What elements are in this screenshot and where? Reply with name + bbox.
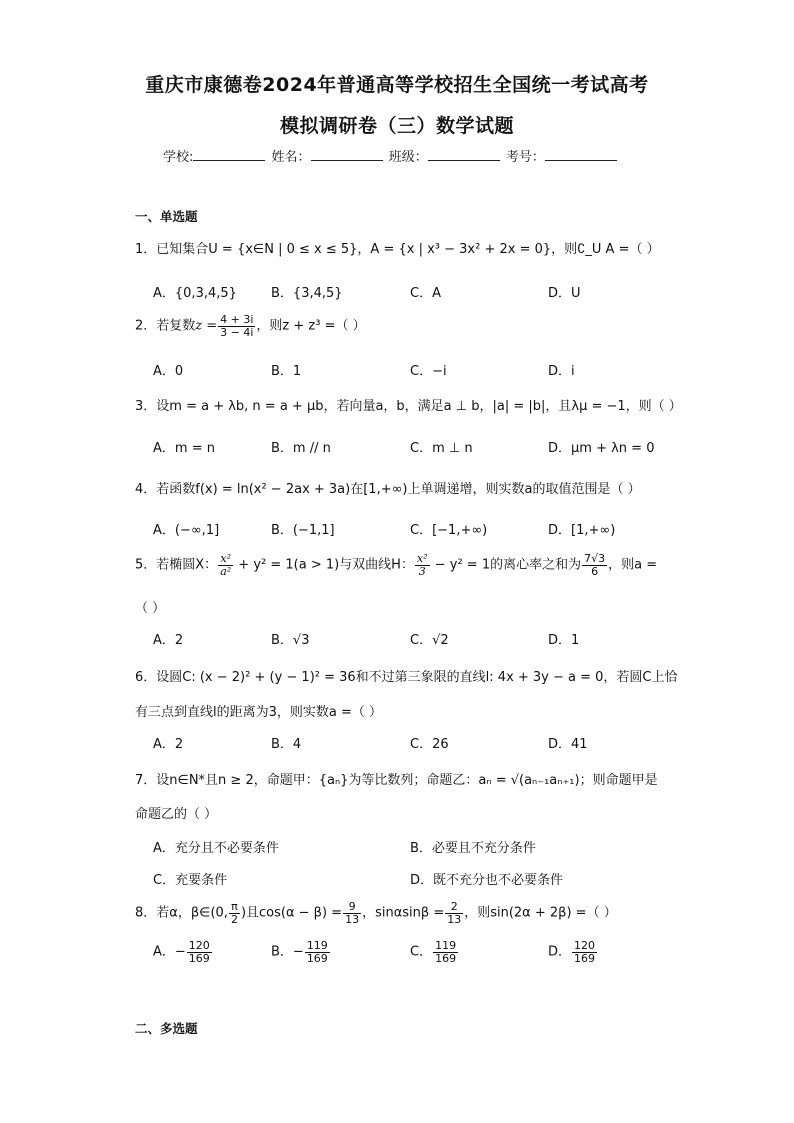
- question-7-line2: 命题乙的（ ）: [135, 807, 218, 822]
- q1-option-a: A．{0,3,4,5}: [153, 286, 237, 301]
- q5-stem-d: ，则a =: [608, 557, 658, 573]
- q7-option-d: D．既不充分也不必要条件: [410, 873, 564, 888]
- q8-pi-den: 2: [230, 912, 238, 926]
- q2-stem-pre: 2．若复数: [135, 318, 196, 334]
- school-label: 学校:: [163, 150, 194, 165]
- q8-b-sign: B．−: [271, 944, 304, 960]
- q2-option-a: A．0: [153, 364, 184, 379]
- question-6-line2: 有三点到直线l的距离为3，则实数a =（ ）: [135, 705, 383, 720]
- q7-option-c: C．充要条件: [153, 873, 228, 888]
- q7-option-a: A．充分且不必要条件: [153, 841, 279, 856]
- q8-a-sign: A．−: [153, 944, 186, 960]
- q2-fraction: [218, 314, 255, 338]
- q5-option-c: C．√2: [410, 633, 449, 648]
- q2-option-d: D．i: [548, 364, 575, 379]
- q8-b-num: 119: [306, 939, 328, 952]
- q8-f1-den: 13: [345, 912, 360, 926]
- q2-z: z =: [195, 318, 218, 334]
- question-5: [135, 553, 657, 577]
- q3-option-c: C．m ⊥ n: [410, 441, 473, 456]
- class-blank: [428, 148, 500, 161]
- class-label: 班级：: [388, 150, 428, 165]
- q8-c-num: 119: [435, 939, 457, 952]
- question-3: 3．设m = a + λb, n = a + μb，若向量a，b，满足a ⊥ b，|a| = |b|，且λμ = −1，则（ ）: [135, 399, 682, 414]
- q4-option-b: B．(−1,1]: [271, 523, 335, 538]
- q1-option-b: B．{3,4,5}: [271, 286, 343, 301]
- q4-option-a: A．(−∞,1]: [153, 523, 220, 538]
- q8-c-den: 169: [435, 951, 457, 965]
- q8-fraction-1: [343, 901, 361, 925]
- q8-a-num: 120: [188, 939, 210, 952]
- q8-pi-fraction: [229, 901, 240, 925]
- q8-pi-num: π: [229, 901, 240, 914]
- q8-option-d: [548, 940, 598, 964]
- q8-option-a: [153, 940, 213, 964]
- q5-f3-num: 7√3: [584, 552, 606, 565]
- q3-option-d: D．μm + λn = 0: [548, 441, 655, 456]
- q5-fraction-1: [218, 553, 233, 577]
- q3-option-a: A．m = n: [153, 441, 215, 456]
- q8-stem-a: 8．若α，β∈(0,: [135, 905, 228, 921]
- q8-f2-den: 13: [447, 912, 462, 926]
- q2-option-c: C．−i: [410, 364, 447, 379]
- q8-a-fraction: [187, 940, 212, 964]
- q6-option-c: C．26: [410, 737, 449, 752]
- q5-option-b: B．√3: [271, 633, 310, 648]
- q4-option-d: D．[1,+∞): [548, 523, 616, 538]
- q8-stem-c: ，sinαsinβ =: [362, 905, 445, 921]
- q5-f1-den: a²: [220, 564, 232, 578]
- q2-option-b: B．1: [271, 364, 302, 379]
- q1-option-c: C．A: [410, 286, 441, 301]
- q5-stem-b: + y² = 1(a > 1)与双曲线H：: [234, 557, 414, 573]
- exam-title-line1: 重庆市康德卷2024年普通高等学校招生全国统一考试高考: [145, 74, 649, 96]
- question-2: [135, 314, 366, 338]
- q8-fraction-2: [445, 901, 463, 925]
- question-1: 1．已知集合U = {x∈N | 0 ≤ x ≤ 5}，A = {x | x³ − 3x² + 2x = 0}，则∁_U A =（ ）: [135, 242, 660, 257]
- q5-f1-num: x²: [218, 553, 233, 566]
- q5-stem-a: 5．若椭圆X：: [135, 557, 218, 573]
- q5-fraction-3: [582, 553, 607, 577]
- exam-no-label: 考号：: [505, 150, 545, 165]
- section-multi-choice: 二、多选题: [135, 1021, 198, 1036]
- q5-f2-num: x²: [416, 552, 428, 565]
- student-info-row: [163, 146, 619, 165]
- q5-fraction-2: [415, 553, 430, 577]
- q8-d-sign: D．: [548, 944, 572, 960]
- q8-stem-b: )且cos(α − β) =: [240, 905, 343, 921]
- q8-b-den: 169: [306, 951, 328, 965]
- question-7-line1: 7．设n∈N*且n ≥ 2，命题甲：{aₙ}为等比数列；命题乙：aₙ = √(aₙ₋₁aₙ₊₁)；则命题甲是: [135, 773, 658, 788]
- exam-title-line2: 模拟调研卷（三）数学试题: [279, 115, 514, 137]
- q8-option-b: [271, 940, 331, 964]
- question-5-line2: （ ）: [135, 601, 166, 616]
- q6-option-a: A．2: [153, 737, 184, 752]
- q4-option-c: C．[−1,+∞): [410, 523, 488, 538]
- q1-option-d: D．U: [548, 286, 581, 301]
- q8-stem-d: ，则sin(2α + 2β) =（ ）: [464, 905, 617, 921]
- exam-no-blank: [545, 148, 617, 161]
- q8-f2-num: 2: [445, 901, 463, 914]
- q6-option-d: D．41: [548, 737, 588, 752]
- q8-option-c: [410, 940, 459, 964]
- q8-b-fraction: [305, 940, 330, 964]
- q3-option-b: B．m // n: [271, 441, 331, 456]
- q2-num: 4 + 3i: [220, 313, 254, 326]
- q8-c-fraction: [433, 940, 458, 964]
- q2-den: 3 − 4i: [220, 325, 254, 339]
- q2-stem-post: ，则z + z³ =（ ）: [256, 318, 366, 334]
- school-blank: [193, 148, 265, 161]
- question-6-line1: 6．设圆C: (x − 2)² + (y − 1)² = 36和不过第三象限的直线l: 4x + 3y − a = 0，若圆C上恰: [135, 670, 678, 685]
- q8-d-den: 169: [574, 951, 596, 965]
- section-single-choice: 一、单选题: [135, 209, 198, 224]
- q8-d-num: 120: [574, 939, 596, 952]
- q8-a-den: 169: [188, 951, 210, 965]
- question-8: [135, 901, 617, 925]
- q7-option-b: B．必要且不充分条件: [410, 841, 536, 856]
- question-4: 4．若函数f(x) = ln(x² − 2ax + 3a)在[1,+∞)上单调递增，则实数a的取值范围是（ ）: [135, 482, 641, 497]
- name-blank: [311, 148, 383, 161]
- q8-d-fraction: [572, 940, 597, 964]
- q5-option-a: A．2: [153, 633, 184, 648]
- name-label: 姓名：: [271, 150, 311, 165]
- q5-f3-den: 6: [591, 564, 599, 578]
- q5-option-d: D．1: [548, 633, 580, 648]
- q5-f2-den: 3: [418, 564, 426, 578]
- q6-option-b: B．4: [271, 737, 302, 752]
- q8-c-sign: C．: [410, 944, 433, 960]
- q5-stem-c: − y² = 1的离心率之和为: [430, 557, 582, 573]
- q8-f1-num: 9: [343, 901, 361, 914]
